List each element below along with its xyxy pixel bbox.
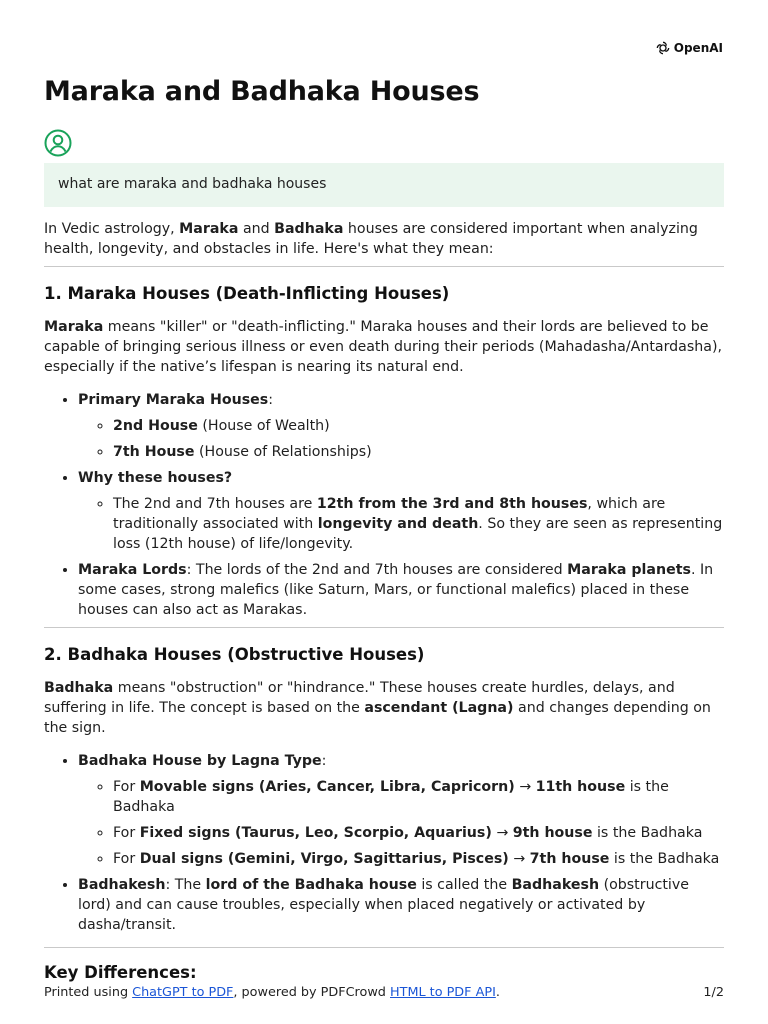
list-item: • Why these houses? ◦ The 2nd and 7th houses are 12th from the 3rd and 8th houses, which are traditionally associated with longevity and death. So they are seen as representing loss (12th house) of life/longevity. (78, 468, 724, 554)
sublist (78, 777, 724, 869)
section1-heading: 1. Maraka Houses (Death-Inflicting Houses) (44, 284, 450, 303)
divider (44, 266, 724, 267)
list-item: ◦ For Dual signs (Gemini, Virgo, Sagittarius, Pisces) → 7th house is the Badhaka (113, 849, 724, 869)
list-item: • Badhakesh: The lord of the Badhaka house is called the Badhakesh (obstructive lord) and can cause troubles, especially when placed negatively or activated by dasha/transit. (78, 875, 724, 935)
page-title: Maraka and Badhaka Houses (44, 76, 480, 107)
list-item: ◦ For Movable signs (Aries, Cancer, Libra, Capricorn) → 11th house is the Badhaka (113, 777, 724, 817)
list-item: • Badhaka House by Lagna Type: ◦ For Movable signs (Aries, Cancer, Libra, Capricorn) → 11th house is the Badhaka ◦ For Fixed signs (Taurus, Leo, Scorpio, Aquarius) → 9th house is the Badhaka ◦ For Dual signs (Gemini, Virgo, Sagittarius, Pisces) → 7th house is the Badhaka (78, 751, 724, 869)
brand-name: OpenAI (673, 41, 723, 55)
list-item: • Primary Maraka Houses: ◦ 2nd House (House of Wealth) ◦ 7th House (House of Relationships) (78, 390, 724, 462)
divider (44, 627, 724, 628)
print-footer: Printed using ChatGPT to PDF, powered by PDFCrowd HTML to PDF API. 1/2 (44, 985, 724, 1000)
sublist (78, 416, 724, 462)
response-content (44, 219, 724, 983)
list-item: ◦ The 2nd and 7th houses are 12th from the 3rd and 8th houses, which are traditionally associated with longevity and death. So they are seen as representing loss (12th house) of life/longevity. (113, 494, 724, 554)
chatgpt-to-pdf-link[interactable]: ChatGPT to PDF (132, 985, 234, 1000)
user-prompt: what are maraka and badhaka houses (44, 163, 724, 207)
maraka-list (44, 390, 724, 620)
openai-brand (655, 40, 723, 56)
user-avatar-icon (44, 129, 72, 157)
list-item: ◦ 7th House (House of Relationships) (113, 442, 724, 462)
intro-paragraph: In Vedic astrology, Maraka and Badhaka houses are considered important when analyzing health, longevity, and obstacles in life. Here's what they mean: (44, 221, 698, 257)
html-to-pdf-api-link[interactable]: HTML to PDF API (390, 985, 496, 1000)
page-number: 1/2 (703, 985, 724, 1000)
list-item: ◦ For Fixed signs (Taurus, Leo, Scorpio, Aquarius) → 9th house is the Badhaka (113, 823, 724, 843)
list-item: ◦ 2nd House (House of Wealth) (113, 416, 724, 436)
sublist (78, 494, 724, 554)
section2-heading: 2. Badhaka Houses (Obstructive Houses) (44, 645, 425, 664)
openai-logo-icon (655, 40, 671, 56)
key-differences-heading: Key Differences: (44, 963, 197, 982)
badhaka-list (44, 751, 724, 935)
divider (44, 947, 724, 948)
section2-paragraph: Badhaka means "obstruction" or "hindrance." These houses create hurdles, delays, and suffering in life. The concept is based on the ascendant (Lagna) and changes depending on the sign. (44, 680, 711, 736)
section1-paragraph: Maraka means "killer" or "death-inflicting." Maraka houses and their lords are believed to be capable of bringing serious illness or even death during their periods (Mahadasha/Antardasha), especially if the native’s lifespan is nearing its natural end. (44, 319, 722, 375)
list-item: • Maraka Lords: The lords of the 2nd and 7th houses are considered Maraka planets. In some cases, strong malefics (like Saturn, Mars, or functional malefics) placed in these houses can also act as Marakas. (78, 560, 724, 620)
